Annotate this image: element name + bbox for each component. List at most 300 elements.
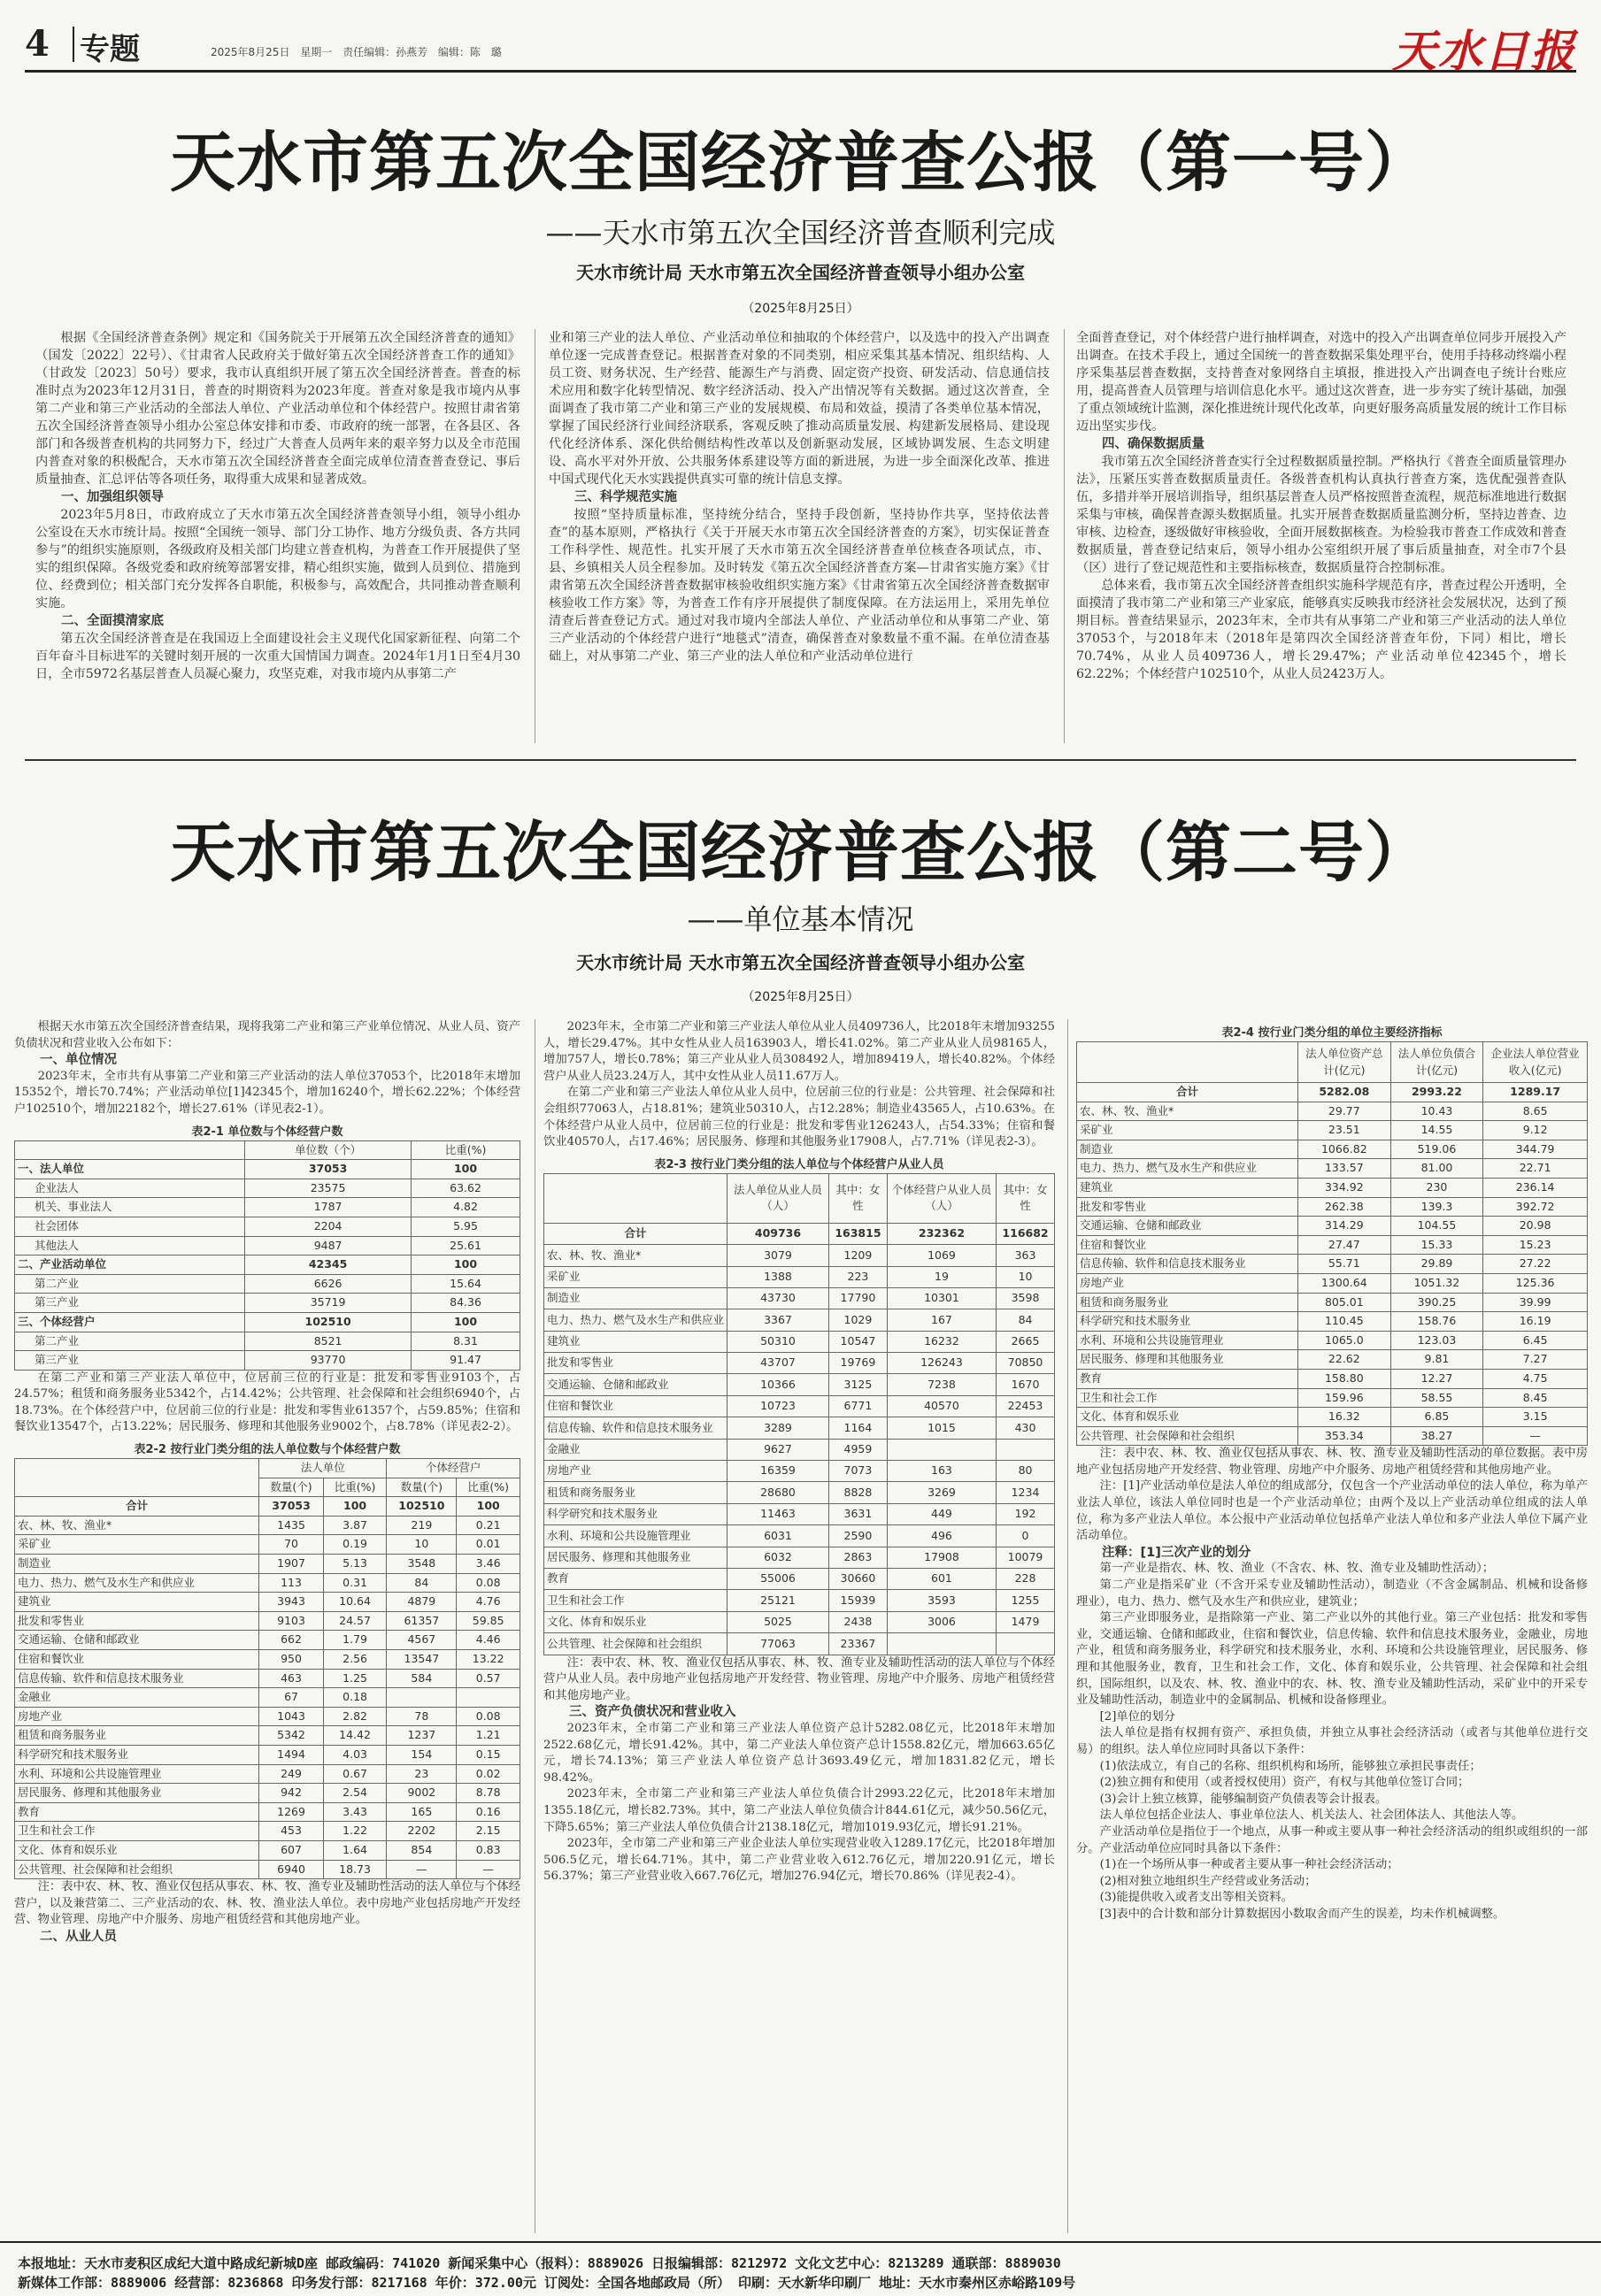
table-cell: 文化、体育和娱乐业 [15,1840,259,1860]
table-row [1077,1293,1588,1312]
table-row [15,1573,520,1593]
article2-column-2 [543,1019,1055,2233]
table-cell: 信息传输、软件和信息技术服务业 [1077,1255,1298,1274]
table-cell: 102510 [387,1497,457,1517]
table-row [15,1160,520,1179]
table-row [15,1784,520,1803]
table-cell: 23575 [245,1179,412,1198]
table-cell: 农、林、牧、渔业* [544,1245,727,1266]
table-cell: 3079 [727,1245,829,1266]
table-row [544,1569,1055,1590]
table-header [1077,1042,1298,1083]
table-cell: — [387,1860,457,1879]
table-cell: 38.27 [1390,1426,1483,1446]
article-divider [25,759,1576,761]
table-cell: 第三产业 [15,1351,245,1371]
table-row [15,1840,520,1860]
table-cell: 23.51 [1298,1121,1391,1140]
table-cell: 水利、环境和公共设施管理业 [1077,1331,1298,1350]
table-cell: 0.83 [457,1840,520,1860]
table-cell: 1069 [887,1245,996,1266]
table-cell: 100 [323,1497,387,1517]
table-cell: 10301 [887,1287,996,1309]
table-cell: 5282.08 [1298,1083,1391,1102]
table-cell: 4959 [828,1439,887,1460]
table-cell: 0.57 [457,1669,520,1688]
paragraph: 第三产业即服务业，是指除第一产业、第二产业以外的其他行业。第三产业包括：批发和零售业，交通运输、仓储和邮政业，住宿和餐饮业，信息传输、软件和信息技术服务业，金融业，房地产业，租赁和商务服务业，科学研究和技术服务业，水利、环境和公共设施管理业，居民服务、修理和其他服务业，教育，卫生和社会工作，文化、体育和娱乐业，公共管理、社会保障和社会组织，国际组织，以及农、林、牧、渔业中的农、林、牧、渔专业及辅助性活动，采矿业中的开采专业及辅助性活动，制造业中的金属制品、机械和设备修理业。 [1076,1611,1588,1708]
table-cell: 1.64 [323,1840,387,1860]
table-cell: 61357 [387,1611,457,1631]
table-cell: 4.03 [323,1745,387,1764]
table-header: 法人单位资产总计(亿元) [1298,1042,1391,1083]
table-cell: 22453 [997,1395,1055,1417]
table-row [1077,1369,1588,1388]
table-row [15,1535,520,1555]
table-cell: 15.23 [1483,1235,1588,1255]
table-cell: 1494 [259,1745,323,1764]
table-cell: 314.29 [1298,1217,1391,1236]
table-cell: 科学研究和技术服务业 [544,1503,727,1524]
table-cell: 93770 [245,1351,412,1371]
table-title: 表2-3 按行业门类分组的法人单位与个体经营户从业人员 [654,1157,944,1171]
paragraph: 根据《全国经济普查条例》规定和《国务院关于开展第五次全国经济普查的通知》（国发〔2022〕22号）、《甘肃省人民政府关于做好第五次全国经济普查工作的通知》（甘政发〔2023〕50号）要求，我市认真组织开展了第五次全国经济普查。普查的标准时点为2023年12月31日，普查的时期资料为2023年度。普查对象是我市境内从事第二产业和第三产业活动的全部法人单位、产业活动单位和个体经营户。按照甘肃省第五次全国经济普查领导小组办公室总体安排和市委、市政府的统一部署，在各县区、各部门和各级普查机构的共同努力下，经过广大普查人员两年来的艰辛努力以及全市范围内普查对象的积极配合，天水市第五次全国经济普查全面完成单位清查普查登记、事后质量抽查、汇总评估等各项任务，取得重大成果和显著成效。 [35,331,520,487]
table-row [15,1611,520,1631]
table-cell: 10366 [727,1374,829,1395]
table-cell: 1.79 [323,1631,387,1650]
table-row [15,1745,520,1764]
table-cell: 78 [387,1707,457,1726]
table-cell: 2202 [387,1822,457,1841]
table-cell: 2.15 [457,1822,520,1841]
newspaper-logo: 天水日报 [1392,25,1576,77]
table-cell: 158.80 [1298,1369,1391,1388]
table-row [544,1245,1055,1266]
table-cell: 1787 [245,1198,412,1217]
table-cell: 1300.64 [1298,1273,1391,1293]
table-header: 法人单位从业人员（人） [727,1173,829,1223]
table-cell: 房地产业 [1077,1273,1298,1293]
table-cell: 8.78 [457,1784,520,1803]
article2-subtitle: ——单位基本情况 [687,902,914,936]
table-row [1077,1331,1588,1350]
table-cell: 133.57 [1298,1159,1391,1179]
table-cell: 22.71 [1483,1159,1588,1179]
table-cell: 20.98 [1483,1217,1588,1236]
table-row [1077,1217,1588,1236]
table-row [544,1611,1055,1632]
table-cell: 3125 [828,1374,887,1395]
table-cell: 批发和零售业 [544,1353,727,1374]
table-cell: 居民服务、修理和其他服务业 [544,1547,727,1568]
table-cell: 金融业 [544,1439,727,1460]
table-cell: 607 [259,1840,323,1860]
table-row [1077,1159,1588,1179]
table-cell: 15939 [828,1590,887,1611]
table-header: 比重(%) [412,1140,520,1160]
table-row [15,1217,520,1236]
table-cell: 409736 [727,1223,829,1244]
table-row [544,1374,1055,1395]
table-cell: 1.25 [323,1669,387,1688]
table-cell: 519.06 [1390,1140,1483,1159]
table-cell: 28680 [727,1482,829,1503]
table-row [544,1525,1055,1547]
table-cell: 113 [259,1573,323,1593]
table-cell: 3.15 [1483,1408,1588,1427]
table-cell: 854 [387,1840,457,1860]
table-row [15,1497,520,1517]
table-cell: 84 [387,1573,457,1593]
paragraph: 第五次全国经济普查是在我国迈上全面建设社会主义现代化国家新征程、向第二个百年奋斗目标进军的关键时刻开展的一次重大国情国力调查。2024年1月1日至4月30日，全市5972名基层普查人员凝心聚力，攻坚克难，对我市境内从事第二产 [35,632,520,681]
table-cell: 0.16 [457,1802,520,1822]
article2-column-3 [1076,1019,1588,2233]
table-cell: 167 [887,1309,996,1331]
table-cell: 159.96 [1298,1388,1391,1408]
table-cell: 0.31 [323,1573,387,1593]
table-cell: 1209 [828,1245,887,1266]
table-cell: 102510 [245,1312,412,1332]
table-row [1077,1140,1588,1159]
table-row [15,1860,520,1879]
table-cell: 1051.32 [1390,1273,1483,1293]
table-cell: 4.76 [457,1593,520,1612]
table-cell: 219 [387,1516,457,1535]
table-cell: 文化、体育和娱乐业 [1077,1408,1298,1427]
table-row [15,1802,520,1822]
table-cell: 100 [457,1497,520,1517]
table-cell: 163815 [828,1223,887,1244]
table-cell [457,1688,520,1708]
paragraph: (1)在一个场所从事一种或者主要从事一种社会经济活动； [1099,1858,1399,1872]
table-cell: 334.92 [1298,1178,1391,1197]
table-cell: 430 [997,1417,1055,1439]
table-cell: 154 [387,1745,457,1764]
table-cell: 100 [412,1312,520,1332]
table-header [15,1459,259,1497]
table-cell: 0.18 [323,1688,387,1708]
table-row [1077,1235,1588,1255]
footer-line-1: 本报地址：天水市麦积区成纪大道中路成纪新城D座 邮政编码：741020 新闻采集中心（报料）：8889026 日报编辑部：8212972 文化文艺中心：8213289 通联部：8889030 [18,2255,1061,2271]
table-cell: 16.32 [1298,1408,1391,1427]
table-cell: 租赁和商务服务业 [544,1482,727,1503]
section-name: 专题 [80,32,140,67]
article1-title: 天水市第五次全国经济普查公报（第一号） [170,125,1431,201]
table-cell: 24.57 [323,1611,387,1631]
table-row [1077,1178,1588,1197]
table-row [15,1707,520,1726]
table-row [544,1461,1055,1482]
table-cell: 卫生和社会工作 [544,1590,727,1611]
table-cell: 批发和零售业 [1077,1197,1298,1217]
table-cell: 租赁和商务服务业 [1077,1293,1298,1312]
table-cell: 6032 [727,1547,829,1568]
paragraph: 业和第三产业的法人单位、产业活动单位和抽取的个体经营户，以及选中的投入产出调查单位逐一完成普查登记。根据普查对象的不同类别，相应采集其基本情况、组织结构、人员工资、财务状况、生产经营、能源生产与消费、固定资产投资、研发活动、信息通信技术应用和数字化转型情况、数字经济活动、投入产出情况等有关数据。通过这次普查，全面调查了我市第二产业和第三产业的发展规模、布局和效益，摸清了各类单位基本情况，掌握了国民经济行业间经济联系，客观反映了推动高质量发展、构建新发展格局、建设现代化经济体系、深化供给侧结构性改革以及创新驱动发展，区域协调发展、生态文明建设、高水平对外开放、公共服务体系建设等方面的新进展，为进一步全面深化改革、推进中国式现代化天水实践提供真实可靠的统计信息支撑。 [549,331,1050,487]
paragraph: 根据天水市第五次全国经济普查结果，现将我第二产业和第三产业单位情况、从业人员、资产负债状况和营业收入公布如下： [14,1020,520,1050]
table-row [1077,1350,1588,1370]
table-cell [997,1439,1055,1460]
table-row [544,1417,1055,1439]
table-cell: 2993.22 [1390,1083,1483,1102]
paragraph: 在第二产业和第三产业法人单位中，位居前三位的行业是：批发和零售业9103个，占24.57%；租赁和商务服务业5342个，占14.42%；公共管理、社会保障和社会组织6940个，占18.73%。在个体经营户中，位居前三位的行业是：批发和零售业61357个，占59.85%；住宿和餐饮业13547个，占13.22%；居民服务、修理和其他服务业9002个，占8.78%（详见表2-2）。 [14,1371,520,1434]
table-cell: 居民服务、修理和其他服务业 [1077,1350,1298,1370]
table-cell: 教育 [15,1802,259,1822]
table-cell: 19 [887,1266,996,1287]
table-cell: 4.46 [457,1631,520,1650]
paragraph: 法人单位包括企业法人、事业单位法人、机关法人、社会团体法人、其他法人等。 [1099,1808,1524,1823]
table-cell: 15.33 [1390,1235,1483,1255]
table-cell: 5025 [727,1611,829,1632]
table-cell: 0.02 [457,1764,520,1784]
table-cell: 10079 [997,1547,1055,1568]
table-cell: 9.12 [1483,1121,1588,1140]
table-cell: 住宿和餐饮业 [544,1395,727,1417]
section-heading: 二、全面摸清家底 [61,614,164,628]
paragraph: 2023年末，全市第二产业和第三产业法人单位负债合计2993.22亿元，比2018年末增加1355.18亿元，增长82.73%。其中，第二产业法人单位负债合计844.61亿元，减少50.56亿元，下降5.65%；第三产业法人单位负债合计2138.18亿元，增加1019.93亿元，增长91.21%。 [543,1787,1055,1834]
table-row [1077,1312,1588,1332]
table-cell: 165 [387,1802,457,1822]
table-cell: 3367 [727,1309,829,1331]
table-cell: 80 [997,1461,1055,1482]
table-row [15,1726,520,1746]
table-cell: 机关、事业法人 [15,1198,245,1217]
column-rule [1064,329,1065,743]
table-cell: 9103 [259,1611,323,1631]
table-cell: 16359 [727,1461,829,1482]
page-number: 4 [25,23,50,65]
table-cell: 449 [887,1503,996,1524]
table-cell: 6940 [259,1860,323,1879]
article2-date: （2025年8月25日） [742,990,859,1004]
table-header: 比重(%) [323,1478,387,1497]
table-cell: 18.73 [323,1860,387,1879]
table-cell: 19769 [828,1353,887,1374]
table-cell: 15.64 [412,1274,520,1294]
table-cell: 50310 [727,1331,829,1352]
table-cell: 居民服务、修理和其他服务业 [15,1784,259,1803]
table-cell: 水利、环境和公共设施管理业 [15,1764,259,1784]
table-cell: 23367 [828,1633,887,1655]
table-cell: 批发和零售业 [15,1611,259,1631]
table-cell: 16232 [887,1331,996,1352]
table-cell: 1388 [727,1266,829,1287]
table-cell: 27.22 [1483,1255,1588,1274]
table-cell: 合计 [15,1497,259,1517]
table-cell: 制造业 [1077,1140,1298,1159]
table-cell: 2.54 [323,1784,387,1803]
table-header: 数量(个) [387,1478,457,1497]
table-cell: 6031 [727,1525,829,1547]
table-cell: 363 [997,1245,1055,1266]
table-cell: 采矿业 [15,1535,259,1555]
table-row [544,1223,1055,1244]
paragraph: 在第二产业和第三产业法人单位从业人员中，位居前三位的行业是：公共管理、社会保障和社会组织77063人，占18.81%；建筑业50310人，占12.28%；制造业43565人，占10.63%。在个体经营户从业人员中，位居前三位的行业是：批发和零售业126243人，占54.33%；住宿和餐饮业40570人，占17.46%；居民服务、修理和其他服务业17908人，占7.71%（详见表2-3）。 [543,1086,1055,1149]
table-cell: 70 [259,1535,323,1555]
table-row [15,1351,520,1371]
table-cell: 228 [997,1569,1055,1590]
table-cell: 4.75 [1483,1369,1588,1388]
table-cell: 126243 [887,1353,996,1374]
table-row [15,1650,520,1670]
header-divider [73,27,74,62]
table-row [15,1294,520,1313]
article1-date: （2025年8月25日） [742,302,859,316]
table-header: 单位数（个） [245,1140,412,1160]
table-cell: 37053 [259,1497,323,1517]
table-cell: 163 [887,1461,996,1482]
table-title: 表2-2 按行业门类分组的法人单位数与个体经营户数 [134,1443,401,1457]
table-cell: 17908 [887,1547,996,1568]
table-row [15,1256,520,1275]
table-cell: 601 [887,1569,996,1590]
table-cell: 2590 [828,1525,887,1547]
table-row [544,1547,1055,1568]
table-row [15,1669,520,1688]
section-heading: 三、科学规范实施 [574,490,677,504]
table-row [15,1312,520,1332]
table-cell: 0.01 [457,1535,520,1555]
table-row [15,1332,520,1351]
table-cell: 9.81 [1390,1350,1483,1370]
page-footer [0,2241,1601,2296]
table-cell: 9487 [245,1236,412,1256]
table-cell: 8.45 [1483,1388,1588,1408]
article1-column-2 [549,329,1050,743]
table-cell: 教育 [1077,1369,1298,1388]
table-cell: 其他法人 [15,1236,245,1256]
table-cell: 公共管理、社会保障和社会组织 [15,1860,259,1879]
table-cell: 43707 [727,1353,829,1374]
table-row [1077,1121,1588,1140]
table-cell: 7073 [828,1461,887,1482]
table-cell: 5342 [259,1726,323,1746]
issue-meta: 2025年8月25日 星期一 责任编辑：孙燕芳 编辑：陈 璐 [211,46,502,58]
table-cell: 123.03 [1390,1331,1483,1350]
table-cell: 63.62 [412,1179,520,1198]
table-cell: 6626 [245,1274,412,1294]
article1-column-1 [35,329,520,743]
table-cell: 6.45 [1483,1331,1588,1350]
page-header [25,19,1576,77]
table-row [1077,1197,1588,1217]
paragraph: 注：表中农、林、牧、渔业仅包括从事农、林、牧、渔专业及辅助性活动的法人单位与个体经营户从业人员。表中房地产业包括房地产开发经营、物业管理、房地产中介服务、房地产租赁经营和其他房地产业。 [543,1655,1055,1702]
paragraph: 总体来看，我市第五次全国经济普查组织实施科学规范有序，普查过程公开透明，全面摸清了我市第二产业和第三产业家底，能够真实反映我市经济社会发展状况，达到了预期目标。普查结果显示，2023年末，全市共有从事第二产业和第三产业活动的法人单位37053个，与2018年末（2018年是第四次全国经济普查年份，下同）相比，增长70.74%，从业人员409736人，增长29.47%；产业活动单位42345个，增长62.22%；个体经营户102510个，从业人员2423万人。 [1076,579,1566,681]
table-cell: 1065.0 [1298,1331,1391,1350]
table-cell: 2863 [828,1547,887,1568]
table-cell: 55006 [727,1569,829,1590]
table-cell: 3006 [887,1611,996,1632]
paragraph: 产业活动单位是指位于一个地点，从事一种或主要从事一种社会经济活动的组织或组织的一部分。产业活动单位应同时具备以下条件： [1076,1824,1588,1855]
paragraph: 我市第五次全国经济普查实行全过程数据质量控制。严格执行《普查全面质量管理办法》，压紧压实普查数据质量责任。各级普查机构认真执行普查方案，选优配强普查队伍，多措并举开展培训指导，组织基层普查人员严格按照普查流程，规范标准地进行数据采集与审核，确保普查源头数据质量。扎实开展普查数据质量监测分析，坚持边普查、边审核、边检查，逐级做好审核验收，全面开展数据核查。为检验我市普查工作成效和普查数据质量，普查登记结束后，领导小组办公室组织开展了事后质量抽查，对全市7个县（区）进行了登记规范性和主要指标核查，数据质量符合控制标准。 [1076,455,1566,575]
table-cell: 金融业 [15,1688,259,1708]
table-cell: 249 [259,1764,323,1784]
paragraph: 2023年末，全市共有从事第二产业和第三产业活动的法人单位37053个，比2018年末增加15352个，增长70.74%；产业活动单位[1]42345个，增加16240个，增长62.22%；个体经营户102510个，增加22182个，增长27.61%（详见表2-1）。 [14,1069,520,1116]
table-cell: 1269 [259,1802,323,1822]
table-cell: 55.71 [1298,1255,1391,1274]
table-cell: 584 [387,1669,457,1688]
table-row [1077,1426,1588,1446]
table-cell: 17790 [828,1287,887,1309]
table-cell: 公共管理、社会保障和社会组织 [1077,1426,1298,1446]
table-header: 数量(个) [259,1478,323,1497]
table-header [544,1173,727,1223]
table-cell: 农、林、牧、渔业* [1077,1102,1298,1121]
table-header: 企业法人单位营业收入(亿元) [1483,1042,1588,1083]
paragraph: 2023年末，全市第二产业和第三产业法人单位资产总计5282.08亿元，比2018年末增加2522.68亿元，增长91.42%。其中，第二产业法人单位资产总计1558.82亿元，增加663.65亿元，增长74.13%；第三产业法人单位资产总计3693.49亿元，增加1831.82亿元，增长98.42%。 [543,1721,1055,1785]
table-cell: 67 [259,1688,323,1708]
table-cell: 信息传输、软件和信息技术服务业 [544,1417,727,1439]
paragraph: [2]单位的划分 [1099,1709,1175,1724]
table-cell: 59.85 [457,1611,520,1631]
table-cell: 496 [887,1525,996,1547]
table-header: 个体经营户 [387,1459,520,1478]
table-cell: 139.3 [1390,1197,1483,1217]
table-cell: 158.76 [1390,1312,1483,1332]
table-cell: 2.82 [323,1707,387,1726]
table-cell: 10.43 [1390,1102,1483,1121]
table-cell: 电力、热力、燃气及水生产和供应业 [544,1309,727,1331]
table-cell: 3.43 [323,1802,387,1822]
table-cell [387,1688,457,1708]
table-cell: 35719 [245,1294,412,1313]
table-cell: 84 [997,1309,1055,1331]
table-row [544,1266,1055,1287]
table-row [544,1439,1055,1460]
table-cell: 0.21 [457,1516,520,1535]
table-cell: 390.25 [1390,1293,1483,1312]
table-row [15,1516,520,1535]
column-rule [1067,1019,1068,2233]
table-cell: 电力、热力、燃气及水生产和供应业 [15,1573,259,1593]
table-cell: 1234 [997,1482,1055,1503]
table-cell [997,1633,1055,1655]
table-cell: 10 [387,1535,457,1555]
table-row [15,1236,520,1256]
table-cell: 13547 [387,1650,457,1670]
paragraph: 2023年末，全市第二产业和第三产业法人单位从业人员409736人，比2018年末增加93255人，增长29.47%。其中女性从业人员163903人，增长41.02%。第二产业从业人员98165人，增加757人，增长0.78%；第三产业从业人员308492人，增加89419人，增长40.82%。个体经营户从业人员23.24万人，其中女性从业人员11.67万人。 [543,1020,1055,1083]
table-cell: 房地产业 [544,1461,727,1482]
table-cell: 信息传输、软件和信息技术服务业 [15,1669,259,1688]
table-cell: 14.55 [1390,1121,1483,1140]
table-cell: 29.77 [1298,1102,1391,1121]
table-row [544,1395,1055,1417]
paragraph: 全面普查登记，对个体经营户进行抽样调查，对选中的投入产出调查单位同步开展投入产出调查。在技术手段上，通过全国统一的普查数据采集处理平台，使用手持移动终端小程序采集基层普查数据，支持普查对象网络自主填报，推进投入产出调查电子统计台账应用，提高普查人员管理与培训信息化水平。通过这次普查，进一步夯实了统计基础，加强了重点领域统计监测，深化推进统计现代化改革，向更好服务高质量发展的统计工作目标迈出坚实步伐。 [1076,331,1566,434]
table-row [15,1822,520,1841]
table-cell: 6.85 [1390,1408,1483,1427]
table-cell: 水利、环境和公共设施管理业 [544,1525,727,1547]
table-cell: 104.55 [1390,1217,1483,1236]
table-header: 法人单位 [259,1459,387,1478]
table-cell: 1015 [887,1417,996,1439]
section-heading: 四、确保数据质量 [1102,437,1205,451]
table-cell: 7.27 [1483,1350,1588,1370]
paragraph: 2023年5月8日，市政府成立了天水市第五次全国经济普查领导小组，领导小组办公室设在天水市统计局。按照“全国统一领导、部门分工协作、地方分级负责、各方共同参与”的组织实施原则，各级政府及相关部门均建立普查机构，为普查工作开展提供了坚实的组织保障。各级党委和政府统筹部署安排，精心组织实施，做到人员到位、措施到位、经费到位；相关部门充分发挥各自职能，积极参与，高效配合，共同推动普查顺利实施。 [35,508,520,610]
table-cell: 住宿和餐饮业 [15,1650,259,1670]
table-row [15,1198,520,1217]
table-cell: 3269 [887,1482,996,1503]
table-cell: 2438 [828,1611,887,1632]
table-cell: 43730 [727,1287,829,1309]
paragraph: 注：[1]产业活动单位是法人单位的组成部分，仅包含一个产业活动单位的法人单位，称为单产业法人单位，该法人单位同时也是一个产业活动单位；由两个及以上产业活动单位组成的法人单位，称为多产业法人单位。本公报中产业活动单位包括单产业法人单位和多产业法人单位下属产业活动单位。 [1076,1479,1588,1543]
table-cell: 392.72 [1483,1197,1588,1217]
table-cell [887,1439,996,1460]
table-cell: 卫生和社会工作 [1077,1388,1298,1408]
paragraph: (2)独立拥有和使用（或者授权使用）资产，有权与其他单位签订合同； [1099,1776,1470,1790]
table-cell: 3.87 [323,1516,387,1535]
table-cell: 100 [412,1160,520,1179]
table-cell: 230 [1390,1178,1483,1197]
table-cell: 第二产业 [15,1274,245,1294]
table-cell: 13.22 [457,1650,520,1670]
